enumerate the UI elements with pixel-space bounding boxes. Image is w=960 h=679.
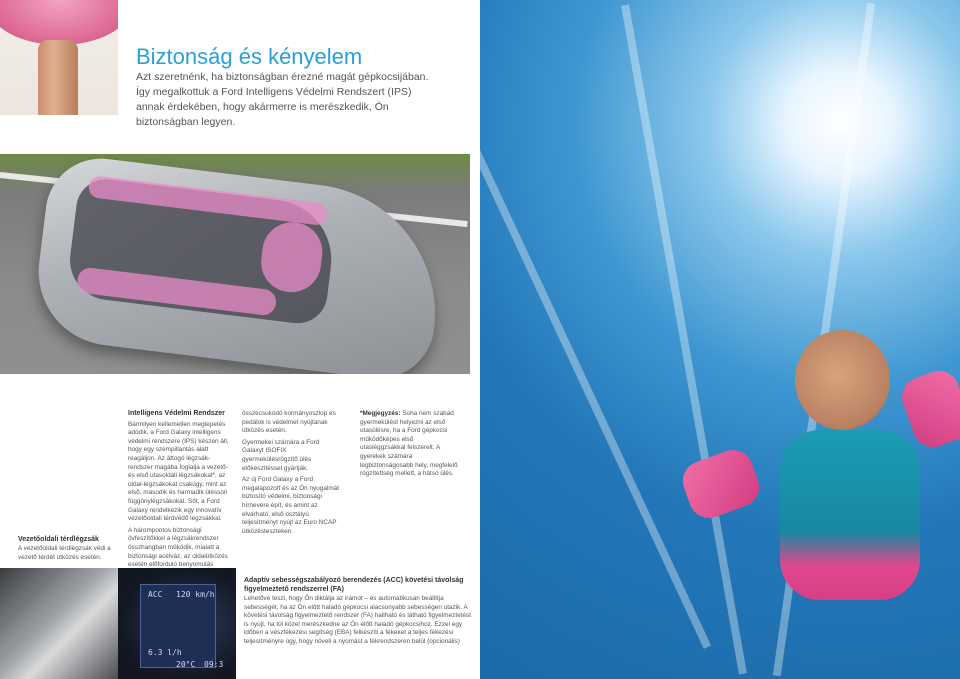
instrument-cluster-photo — [118, 568, 236, 679]
car-image — [30, 154, 450, 374]
legs-image — [38, 40, 78, 115]
cluster-fuel: 6.3 l/h — [148, 648, 182, 657]
car-airbag-illustration — [0, 154, 470, 374]
swim-ring-photo — [0, 0, 118, 115]
cluster-time: 09:3 — [204, 660, 224, 669]
ips-column — [128, 410, 232, 590]
girl-body — [780, 430, 920, 600]
note-label: *Megjegyzés: — [360, 410, 401, 417]
safety-paragraph-3: Az új Ford Galaxy a Ford megalapozott és az Ön nyugalmát biztosító védelmi, biztonsági hírnevére épít, és amint az elvárható, első osztályú teljesítményt nyújt az Euro NCAP ütközésteszteken. — [242, 476, 339, 535]
safety-paragraph-2: Gyermekei számára a Ford Galaxyt ISOFIX gyermekülésrögzítő ülés előkészítéssel gyártják. — [242, 438, 320, 472]
page-title: Biztonság és kényelem — [136, 44, 363, 69]
note-paragraph — [360, 410, 460, 479]
cluster-speed: 120 km/h — [176, 590, 215, 599]
left-floatie — [677, 444, 764, 523]
pool-lane-line — [621, 4, 747, 674]
underwater-girl-photo — [480, 0, 960, 679]
acc-text: Lehetővé teszi, hogy Ön diktálja az irámot – és automatikusan beállítja sebességét, ha az Ön előtt haladó gépkocsi alacsonyabb sebességen utazik. A követési távolság figyelmeztető rendszer (FA) hallható és látható figyelmeztetést is nyújt, ha túl közel merészkedne az Ön előtt haladó gépkocsihoz. Ezzel egy időben a vészfékezési segítség (EBA) felkészíti a fékeket a teljes fékezési teljesítményre úgy, hogy növeli a nyomást a fékrendszeren belül (opcionális) — [244, 595, 471, 645]
acc-title: Adaptív sebességszabályozó berendezés (ACC) követési távolság figyelmeztető rendszerrel (FA) — [244, 577, 464, 593]
ips-paragraph-2: A hárompontos biztonsági övfeszítőkkel a légzsákrendszer összhangban működik, mialatt a biztonsági acélváz, az oldalütközés esetén előforduló benyomulás — [128, 526, 228, 569]
knee-airbag-photo — [0, 568, 118, 679]
ips-paragraph-1: Bármilyen kellemetlen meglepetés adódik, a Ford Galaxy intelligens védelmi rendszere (IPS) készen áll, hogy egy szempillantás alatt reagáljon. Az áttogó légzsák-rendszer magába foglalja a vezető- és első utasoldali légzsákokat*, az oldal-légzsákokat csakúgy, mint az első, második és harmadik üléssori függönylégzsákokat. Sőt, a Ford Galaxy rendelkezik egy innovatív vezetőoldali térdvédő légzsákkal. — [128, 420, 229, 523]
ips-heading: Intelligens Védelmi Rendszer — [128, 410, 225, 417]
intro-text: Azt szeretnénk, ha biztonságban érezné magát gépkocsijában. Így megalkottuk a Ford Intelligens Védelmi Rendszert (IPS) annak érdekében, hogy akármerre is merészkedik, Ön biztonságban legyen. — [136, 71, 429, 128]
girl-head — [795, 330, 890, 430]
knee-airbag-text: A vezetőoldali térdlégzsák védi a vezető térdét ütközés esetén. — [18, 545, 111, 561]
safety-column — [242, 410, 342, 539]
knee-airbag-title: Vezetőoldali térdlégzsák — [18, 536, 99, 543]
note-text: Soha nem szabad gyermekülést helyezni az első utasülésre, ha a Ford gépkocsi működőképes első utasléggzsákkal felszerelt. A gyerekek számára legbiztonságosabb hely, megfelelő rögzítettség mellett, a hátsó ülés. — [360, 410, 458, 478]
note-column — [360, 410, 460, 482]
cluster-temp: 20°C — [176, 660, 196, 669]
swim-ring-image — [0, 0, 118, 45]
safety-paragraph-1: összecsukódó kormányoszlop és pedálok is védelmet nyújtanak ütközés esetén. — [242, 410, 336, 435]
cluster-acc-label: ACC — [148, 590, 163, 599]
pool-lane-line — [480, 30, 711, 649]
